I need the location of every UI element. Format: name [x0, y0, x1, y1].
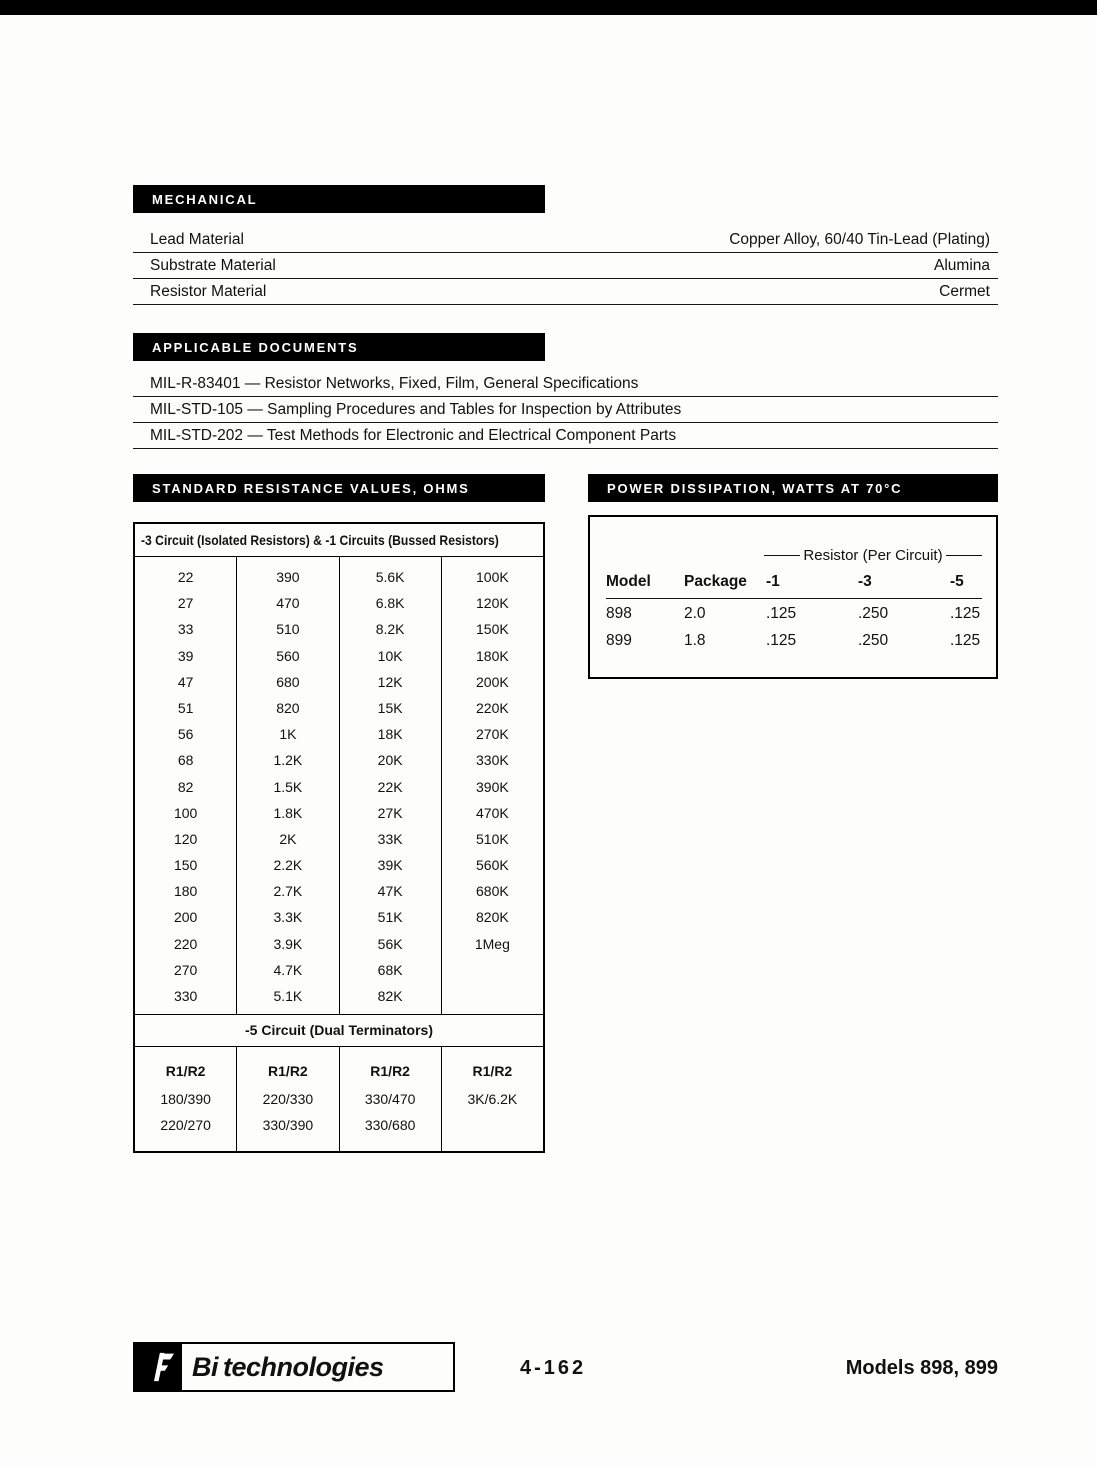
power-column-header: -1 [766, 573, 780, 590]
resistance-value: 8.2K [375, 621, 405, 638]
mechanical-rows [133, 227, 998, 305]
power-row [606, 599, 982, 626]
resistance-value: 33K [377, 830, 403, 847]
resistance-value: 2.2K [273, 857, 303, 874]
resistance-value: 150K [476, 621, 509, 638]
resistance-value: 22K [377, 778, 403, 795]
bi-logo-bi: Bi [192, 1351, 218, 1382]
resistance-value: 12K [377, 673, 403, 690]
power-cell: 2.0 [684, 605, 706, 622]
resistance-value: 200K [476, 673, 509, 690]
resistance-value: 68K [377, 961, 403, 978]
resistance-value: 270K [476, 726, 509, 743]
resistance-value: 47 [177, 673, 194, 690]
resistance-value: 330 [173, 988, 198, 1004]
resistor-per-circuit-label: Resistor (Per Circuit) [803, 547, 943, 564]
mechanical-section-title: MECHANICAL [152, 192, 258, 207]
resistance-value: 4.7K [273, 961, 303, 978]
spec-label: Substrate Material [150, 257, 276, 274]
resistance-value: 39 [177, 647, 194, 664]
resistance-value: 270 [173, 961, 198, 978]
resistance-table-header-text: -3 Circuit (Isolated Resistors) & -1 Circuits (Bussed Resistors) [141, 533, 499, 548]
spec-row [133, 279, 998, 305]
resistance-value: 220 [173, 935, 198, 952]
resistance-value: 470 [276, 595, 300, 612]
resistance-value: 2K [279, 830, 297, 847]
dual-column-header: R1/R2 [370, 1063, 410, 1080]
resistance-value: 51K [377, 909, 403, 926]
resistance-column [442, 557, 543, 1014]
resistance-value: 51 [177, 699, 194, 716]
tables-area [133, 474, 998, 1153]
spec-value: Copper Alloy, 60/40 Tin-Lead (Plating) [729, 231, 990, 248]
document-list [133, 371, 998, 449]
resistance-section-header [133, 474, 545, 502]
document-item: MIL-R-83401 — Resistor Networks, Fixed, Film, General Specifications [133, 371, 998, 397]
power-column-header: Model [606, 573, 651, 590]
resistance-value: 5.6K [375, 569, 405, 585]
resistance-section [133, 474, 545, 1153]
dual-value: 330/390 [262, 1117, 314, 1134]
bi-logo-text [182, 1352, 384, 1383]
power-cell: .250 [858, 605, 889, 622]
resistance-value: 220K [476, 699, 509, 716]
power-cell: .125 [766, 605, 797, 622]
spec-value: Cermet [939, 283, 990, 300]
resistance-value: 18K [377, 726, 403, 743]
resistance-value: 390 [276, 569, 300, 585]
resistance-section-title: STANDARD RESISTANCE VALUES, OHMS [152, 481, 470, 496]
resistance-value: 3.9K [273, 935, 303, 952]
spec-value: Alumina [934, 257, 990, 274]
resistance-value: 27K [377, 804, 403, 821]
spec-row [133, 227, 998, 253]
dual-terminators-band-text: -5 Circuit (Dual Terminators) [245, 1022, 433, 1039]
resistance-value: 10K [377, 647, 403, 664]
rule-left [764, 555, 800, 557]
resistance-value: 510K [476, 830, 509, 847]
resistance-value: 330K [476, 752, 509, 769]
dual-value: 220/330 [262, 1091, 314, 1108]
resistance-value: 100K [476, 569, 509, 585]
resistance-column [340, 557, 442, 1014]
power-column-header: Package [684, 573, 747, 590]
resistance-value: 820K [476, 909, 509, 926]
resistance-value: 180 [173, 883, 198, 900]
power-column-header: -3 [858, 573, 872, 590]
power-cell: 899 [606, 632, 632, 649]
dual-value: 330/680 [364, 1117, 416, 1134]
resistance-value: 390K [476, 778, 509, 795]
models-label: Models 898, 899 [845, 1357, 998, 1379]
resistance-value: 120K [476, 595, 509, 612]
resistance-value: 560K [476, 857, 509, 874]
page-number: 4-162 [520, 1357, 587, 1379]
resistance-value: 56K [377, 935, 403, 952]
dual-value: 330/470 [364, 1091, 416, 1108]
resistance-value: 47K [377, 883, 403, 900]
resistance-value: 820 [276, 699, 300, 716]
spec-label: Lead Material [150, 231, 244, 248]
resistance-value: 150 [173, 857, 198, 874]
resistance-value: 1.5K [273, 778, 303, 795]
resistance-table-header [135, 524, 543, 557]
power-cell: 898 [606, 605, 632, 622]
power-row [606, 626, 982, 653]
resistance-value: 20K [377, 752, 403, 769]
dual-grid [135, 1047, 543, 1150]
power-cell: .125 [950, 605, 981, 622]
power-section-title: POWER DISSIPATION, WATTS AT 70°C [607, 481, 903, 496]
resistance-value: 1K [279, 726, 297, 743]
power-cell: .125 [766, 632, 797, 649]
spec-row [133, 253, 998, 279]
resistance-value [442, 957, 543, 983]
resistance-column [135, 557, 237, 1014]
resistance-value: 180K [476, 647, 509, 664]
power-cell: 1.8 [684, 632, 706, 649]
power-section-header [588, 474, 998, 502]
resistance-value: 680 [276, 673, 300, 690]
resistance-value: 470K [476, 804, 509, 821]
resistance-value: 5.1K [273, 988, 303, 1004]
resistance-grid [135, 557, 543, 1014]
resistance-value: 680K [476, 883, 509, 900]
dual-column [237, 1047, 339, 1150]
dual-column-header: R1/R2 [472, 1063, 513, 1080]
resistance-value [442, 983, 543, 1009]
dual-column [340, 1047, 442, 1150]
dual-value [442, 1112, 543, 1138]
power-rows [606, 599, 982, 653]
resistance-value: 56 [177, 726, 194, 743]
rule-right [946, 555, 982, 557]
power-header-row [606, 573, 982, 599]
resistance-value: 1.2K [273, 752, 303, 769]
resistance-value: 1.8K [273, 804, 303, 821]
document-item: MIL-STD-105 — Sampling Procedures and Tables for Inspection by Attributes [133, 397, 998, 423]
dual-column-header: R1/R2 [268, 1063, 308, 1080]
power-cell: .125 [950, 632, 981, 649]
power-cell: .250 [858, 632, 889, 649]
mechanical-section-header [133, 185, 545, 213]
page-content [133, 185, 998, 1153]
resistance-value: 82 [177, 778, 194, 795]
resistance-value: 15K [377, 699, 403, 716]
resistance-value: 33 [177, 621, 194, 638]
resistance-value: 6.8K [375, 595, 405, 612]
page-top-bar [0, 0, 1097, 15]
resistance-value: 1Meg [474, 935, 510, 952]
applicable-documents-section-header [133, 333, 545, 361]
resistance-value: 2.7K [273, 883, 303, 900]
power-section [588, 474, 998, 679]
dual-column [442, 1047, 543, 1150]
resistance-value: 68 [177, 752, 194, 769]
dual-value: 3K/6.2K [467, 1091, 518, 1108]
resistance-column [237, 557, 339, 1014]
resistance-value: 39K [377, 857, 403, 874]
applicable-documents-section [133, 333, 998, 449]
document-item: MIL-STD-202 — Test Methods for Electronic and Electrical Component Parts [133, 423, 998, 449]
resistance-value: 120 [173, 830, 198, 847]
dual-value: 220/270 [160, 1117, 211, 1134]
resistance-value: 100 [173, 804, 198, 821]
bi-logo-technologies: technologies [223, 1351, 384, 1382]
dual-column-header: R1/R2 [165, 1063, 206, 1080]
bi-logo-f-icon [139, 1347, 179, 1387]
dual-value: 180/390 [160, 1091, 211, 1108]
resistor-per-circuit-header [764, 547, 982, 564]
dual-column [135, 1047, 237, 1150]
spec-label: Resistor Material [150, 283, 267, 300]
resistance-value: 27 [177, 595, 194, 612]
resistance-value: 3.3K [273, 909, 303, 926]
dual-terminators-band [135, 1014, 543, 1047]
resistance-value: 22 [177, 569, 194, 585]
resistance-value: 200 [173, 909, 198, 926]
applicable-documents-title: APPLICABLE DOCUMENTS [152, 340, 359, 355]
page-footer [133, 1342, 998, 1394]
power-column-header: -5 [950, 573, 964, 590]
power-table [588, 515, 998, 679]
resistance-value: 82K [377, 988, 403, 1004]
resistance-value: 560 [276, 647, 300, 664]
resistance-value: 510 [276, 621, 300, 638]
bi-technologies-logo [133, 1342, 455, 1392]
bi-logo-mark [135, 1344, 182, 1390]
resistance-table [133, 522, 545, 1153]
